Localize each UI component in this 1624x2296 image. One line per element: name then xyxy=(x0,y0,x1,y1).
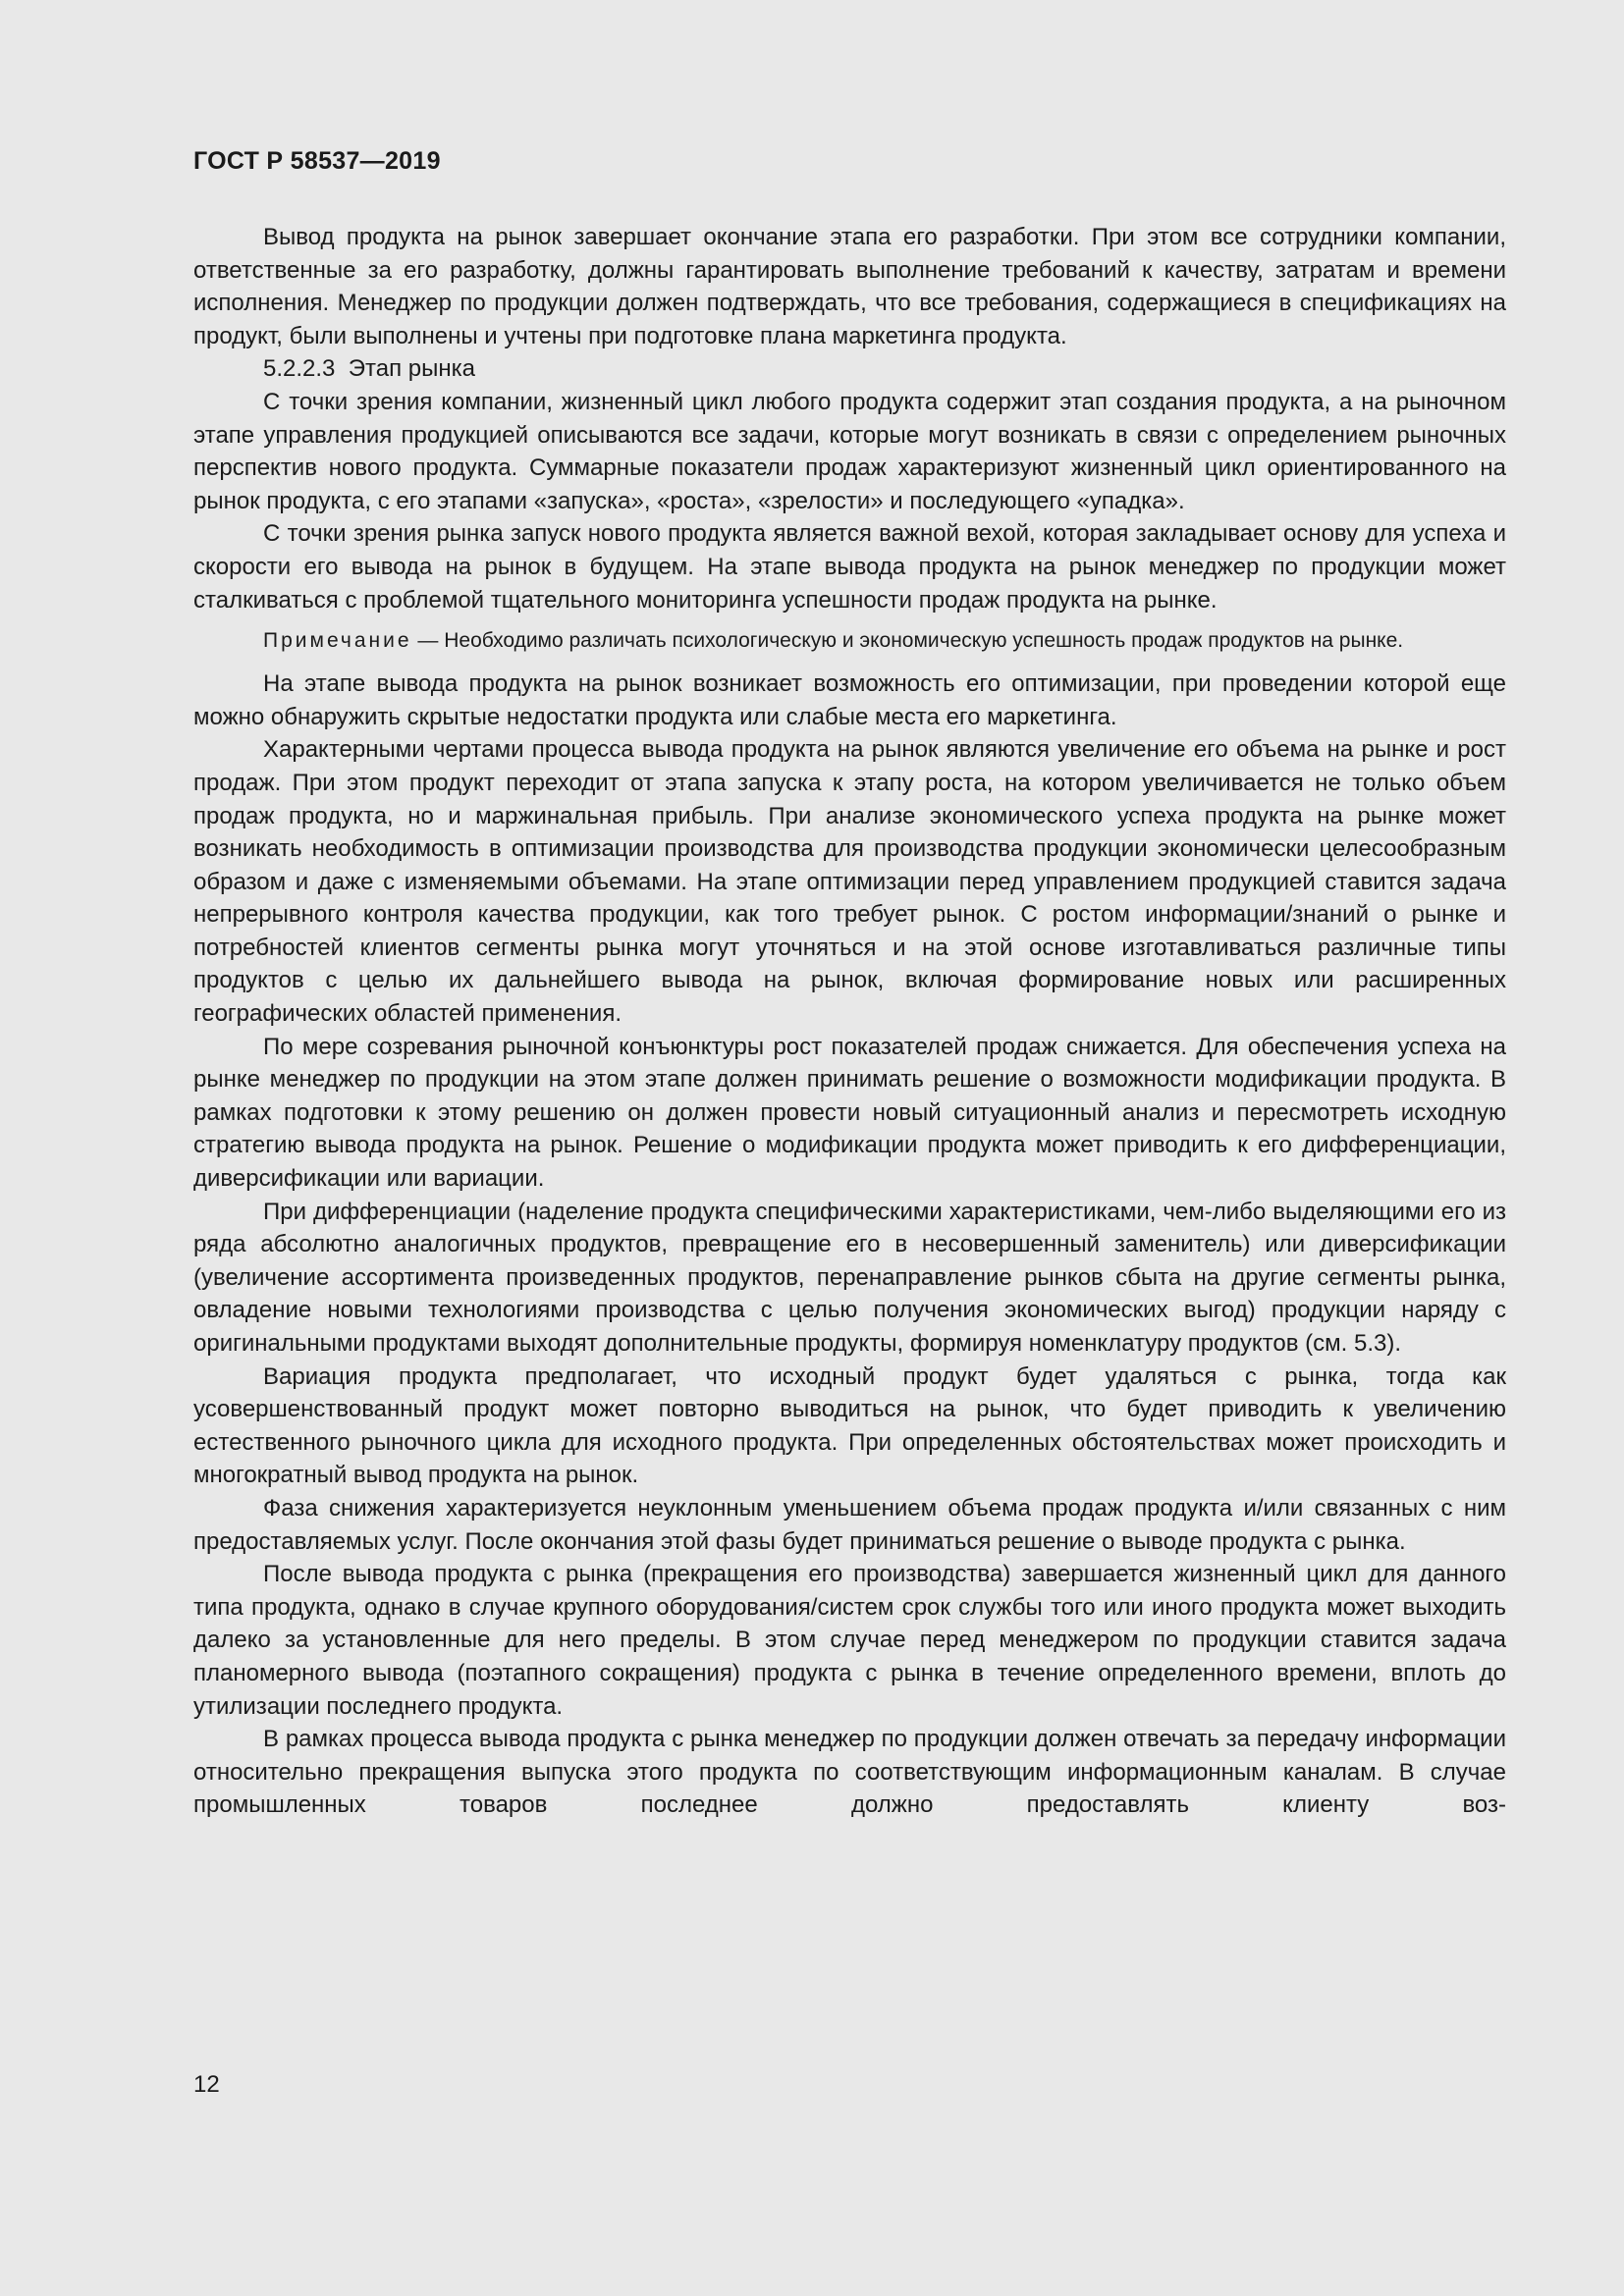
paragraph-variation: Вариация продукта предполагает, что исходный продукт будет удаляться с рынка, тогда как усовершенствованный продукт может повторно выводиться на рынок, что будет приводить к увеличению естественного рыночного цикла для исходного продукта. При определенных обстоятельствах может происходить и многократный вывод продукта на рынок. xyxy=(193,1362,1506,1489)
clause-heading xyxy=(193,352,1506,386)
document-page xyxy=(193,147,1506,1822)
paragraph-market-launch: С точки зрения рынка запуск нового продукта является важной вехой, которая закладывает основу для успеха и скорости его вывода на рынок в будущем. На этапе вывода продукта на рынок менеджер по продукции может сталкиваться с проблемой тщательного мониторинга успешности продаж продукта на рынке. xyxy=(193,520,1506,614)
paragraph-differentiation: При дифференциации (наделение продукта специфическими характеристиками, чем-либо выделяющими его из ряда абсолютно аналогичных продуктов, превращение его в несовершенный заменитель) или диверсификации (увеличение ассортимента произведенных продуктов, перенаправление рынков сбыта на другие сегменты рынка, овладение новыми технологиями производства с целью получения экономических выгод) продукции наряду с оригинальными продуктами выходят дополнительные продукты, формируя номенклатуру продуктов (см. 5.3). xyxy=(193,1198,1506,1357)
standard-designation: ГОСТ Р 58537—2019 xyxy=(193,147,441,175)
paragraph-lifecycle: С точки зрения компании, жизненный цикл любого продукта содержит этап создания продукта, а на рыночном этапе управления продукцией описываются все задачи, которые могут возникать в связи с определением рыночных перспектив нового продукта. Суммарные показатели продаж характеризуют жизненный цикл ориентированного на рынок продукта, с его этапами «запуска», «роста», «зрелости» и последующего «упадка». xyxy=(193,388,1506,514)
paragraph-product-launch: Вывод продукта на рынок завершает окончание этапа его разработки. При этом все сотрудники компании, ответственные за его разработку, должны гарантировать выполнение требований к качеству, затратам и времени исполнения. Менеджер по продукции должен подтверждать, что все требования, содержащиеся в спецификациях на продукт, были выполнены и учтены при подготовке плана маркетинга продукта. xyxy=(193,224,1506,349)
paragraph-decline: Фаза снижения характеризуется неуклонным уменьшением объема продаж продукта и/или связанных с ним предоставляемых услуг. После окончания этой фазы будет приниматься решение о выводе продукта с рынка. xyxy=(193,1494,1506,1555)
paragraph-growth: Характерными чертами процесса вывода продукта на рынок являются увеличение его объема на рынке и рост продаж. При этом продукт переходит от этапа запуска к этапу роста, на котором увеличивается не только объем продаж продукта, но и маржинальная прибыль. При анализе экономического успеха продукта на рынке может возникать необходимость в оптимизации производства для производства продукции экономически целесообразным образом и даже с изменяемыми объемами. На этапе оптимизации перед управлением продукцией ставится задача непрерывного контроля качества продукции, как того требует рынок. С ростом информации/знаний о рынке и потребностей клиентов сегменты рынка могут уточняться и на этой основе изготавливаться различные типы продуктов с целью их дальнейшего вывода на рынок, включая формирование новых или расширенных географических областей применения. xyxy=(193,736,1506,1028)
note xyxy=(193,626,1506,656)
note-label: Примечание xyxy=(263,629,412,653)
page-number: 12 xyxy=(193,2071,220,2098)
paragraph-optimization: На этапе вывода продукта на рынок возникает возможность его оптимизации, при проведении которой еще можно обнаружить скрытые недостатки продукта или слабые места его маркетинга. xyxy=(193,670,1506,730)
paragraph-information: В рамках процесса вывода продукта с рынка менеджер по продукции должен отвечать за передачу информации относительно прекращения выпуска этого продукта по соответствующим информационным каналам. В случае промышленных товаров последнее должно предоставлять клиенту воз- xyxy=(193,1726,1506,1819)
note-text: — Необходимо различать психологическую и экономическую успешность продаж продуктов на рынке. xyxy=(411,629,1404,653)
paragraph-maturity: По мере созревания рыночной конъюнктуры рост показателей продаж снижается. Для обеспечения успеха на рынке менеджер по продукции на этом этапе должен принимать решение о возможности модификации продукта. В рамках подготовки к этому решению он должен провести новый ситуационный анализ и пересмотреть исходную стратегию вывода продукта на рынок. Решение о модификации продукта может приводить к его дифференциации, диверсификации или вариации. xyxy=(193,1033,1506,1193)
clause-number: 5.2.2.3 xyxy=(263,355,336,383)
paragraph-withdrawal: После вывода продукта с рынка (прекращения его производства) завершается жизненный цикл для данного типа продукта, однако в случае крупного оборудования/систем срок службы того или иного продукта может выходить далеко за установленные для него пределы. В этом случае перед менеджером по продукции ставится задача планомерного вывода (поэтапного сокращения) продукта с рынка в течение определенного времени, вплоть до утилизации последнего продукта. xyxy=(193,1561,1506,1720)
clause-title: Этап рынка xyxy=(348,355,475,383)
